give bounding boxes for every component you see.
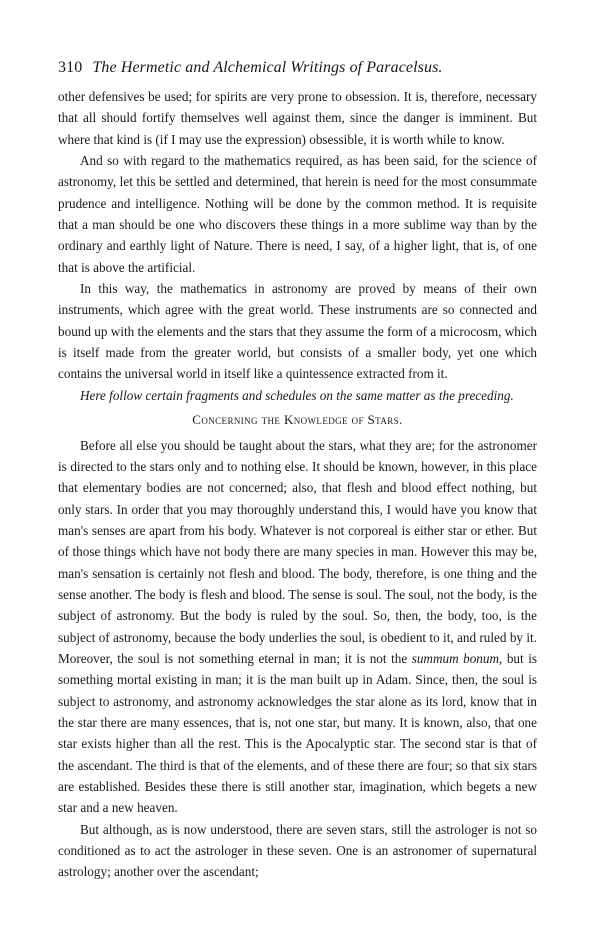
book-page bbox=[58, 58, 537, 883]
text-segment: Before all else you should be taught about the stars, what they are; for the astronomer is directed to the stars only and to nothing else. It should be known, however, in this place that elementary bodies are not concerned; also, that flesh and blood effect nothing, but only stars. In order that you may thoroughly understand this, I would have you know that man's senses are apart from his body. Whatever is not corporeal is either star or ether. But of those things which have not body there are many species in man. However this may be, man's sensation is certainly not flesh and blood. The body, therefore, is one thing and the sense another. The body is flesh and blood. The sense is soul. The soul, not the body, is the subject of astronomy. But the body is ruled by the soul. So, then, the body, too, is the subject of astronomy, because the body underlies the soul, is obedient to it, and ruled by it. Moreover, the soul is not something eternal in man; it is not the bbox=[58, 437, 537, 666]
paragraph-mathematics: And so with regard to the mathematics required, as has been said, for the science of astronomy, let this be settled and determined, that herein is need for the most consummate prudence and intelligence. Nothing will be done by the common method. It is requisite that a man should be one who discovers these things in a more sublime way than by the ordinary and earthly light of Nature. There is need, I say, of a higher light, that is, of one that is above the artificial. bbox=[58, 153, 537, 275]
text-segment: , but is something mortal existing in man; it is the man built up in Adam. Since, then, the soul is subject to astronomy, and astronomy acknowledges the star alone as its lord, know that in the star there are many essences, that is, not one star, but many. It is known, also, that one star exists higher than all the rest. This is the Apocalyptic star. The second star is that of the ascendant. The third is that of the elements, and of these there are four; so that six stars are established. Besides these there is still another star, imagination, which begets a new star and a new heaven. bbox=[58, 650, 537, 816]
page-number: 310 bbox=[58, 59, 83, 76]
paragraph-instruments: In this way, the mathematics in astronomy are proved by means of their own instruments, which agree with the great world. These instruments are so connected and bound up with the elements and the stars that they assume the form of a microcosm, which is itself made from the greater world, but consists of a smaller body, yet one which contains the universal world in itself like a quintessence extracted from it. bbox=[58, 281, 537, 382]
section-heading: Concerning the Knowledge of Stars. bbox=[192, 412, 403, 428]
paragraph-seven-stars: But although, as is now understood, there are seven stars, still the astrologer is not so conditioned as to act the astrologer in these seven. One is an astronomer of supernatural astrology; another over the ascendant; bbox=[58, 821, 537, 880]
running-header bbox=[58, 58, 537, 78]
paragraph-obsession: other defensives be used; for spirits are very prone to obsession. It is, therefore, necessary that all should fortify themselves well against them, since the danger is imminent. But where that kind is (if I may use the expression) obsessible, it is worth while to know. bbox=[58, 89, 537, 147]
latin-phrase: summum bonum bbox=[411, 650, 500, 666]
paragraph-knowledge-of-stars bbox=[58, 435, 537, 819]
fragments-note: Here follow certain fragments and schedules on the same matter as the preceding. bbox=[80, 387, 514, 403]
running-title: The Hermetic and Alchemical Writings of Paracelsus. bbox=[92, 59, 443, 76]
